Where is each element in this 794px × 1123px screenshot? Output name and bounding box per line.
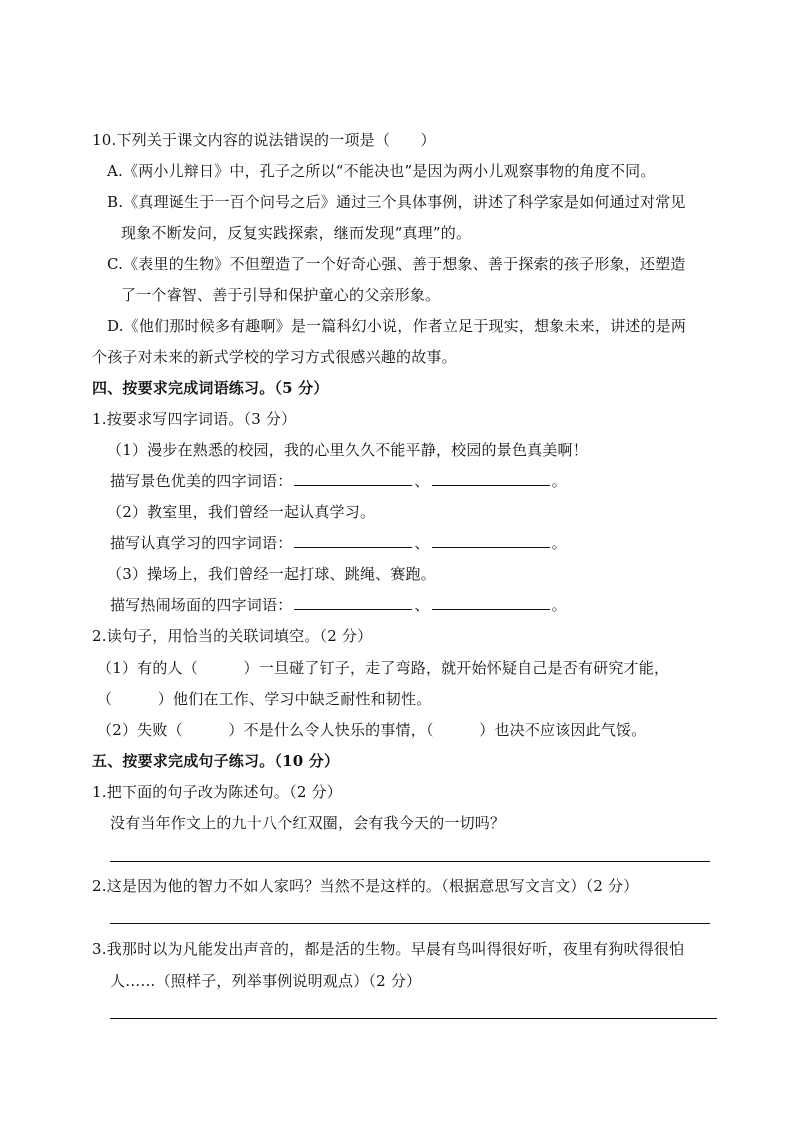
answer-prompt: 描写认真学习的四字词语： (110, 534, 293, 552)
s5-q2-answer-line[interactable] (110, 923, 710, 924)
s4-q1-part3: （3）操场上，我们曾经一起打球、跳绳、赛跑。 (107, 565, 436, 583)
q10-option-c-line1: C.《表里的生物》不但塑造了一个好奇心强、善于想象、善于探索的孩子形象，还塑造 (107, 255, 686, 273)
s4-q1-answer1 (110, 471, 567, 491)
period: 。 (551, 534, 567, 552)
s4-q1-part1: （1）漫步在熟悉的校园，我的心里久久不能平静，校园的景色真美啊！ (107, 441, 588, 459)
q10-option-b-line2: 现象不断发问，反复实践探索，继而发现“真理”的。 (121, 224, 472, 242)
s5-q1-answer-line[interactable] (110, 861, 710, 862)
q10-stem: 10.下列关于课文内容的说法错误的一项是（ ） (92, 131, 436, 149)
answer-prompt: 描写景色优美的四字词语： (110, 472, 293, 490)
s5-q3-answer-line[interactable] (110, 1018, 717, 1019)
s5-q2: 2.这是因为他的智力不如人家吗？当然不是这样的。（根据意思写文言文）（2 分） (92, 877, 639, 895)
s4-q1-part2: （2）教室里，我们曾经一起认真学习。 (107, 503, 376, 521)
separator: 、 (414, 596, 430, 614)
answer-prompt: 描写热闹场面的四字词语： (110, 596, 293, 614)
s4-q2-title: 2.读句子，用恰当的关联词填空。（2 分） (92, 627, 373, 645)
period: 。 (551, 596, 567, 614)
q10-option-b-line1: B.《真理诞生于一百个问号之后》通过三个具体事例，讲述了科学家是如何通过对常见 (107, 193, 686, 211)
s5-q1-sentence: 没有当年作文上的九十八个红双圈，会有我今天的一切吗？ (110, 814, 506, 832)
separator: 、 (414, 534, 430, 552)
answer-blank[interactable] (432, 533, 550, 548)
answer-blank[interactable] (294, 533, 412, 548)
s4-q2-sentence1-line1: （1）有的人（ ）一旦碰了钉子，走了弯路，就开始怀疑自己是否有研究才能， (97, 659, 670, 677)
s4-q1-title: 1.按要求写四字词语。（3 分） (92, 410, 297, 428)
separator: 、 (414, 472, 430, 490)
s5-q3-line1: 3.我那时以为凡能发出声音的，都是活的生物。早晨有鸟叫得很好听，夜里有狗吠得很怕 (92, 940, 685, 958)
answer-blank[interactable] (432, 595, 550, 610)
answer-blank[interactable] (432, 471, 550, 486)
s5-q1-title: 1.把下面的句子改为陈述句。（2 分） (92, 783, 342, 801)
section-5-heading: 五、按要求完成句子练习。（10 分） (92, 752, 340, 770)
q10-option-a: A.《两小儿辩日》中，孔子之所以“不能决也”是因为两小儿观察事物的角度不同。 (107, 162, 656, 180)
q10-option-c-line2: 了一个睿智、善于引导和保护童心的父亲形象。 (121, 286, 441, 304)
s4-q1-answer3 (110, 595, 567, 615)
s5-q3-line2: 人……（照样子，列举事例说明观点）（2 分） (110, 972, 422, 990)
period: 。 (551, 472, 567, 490)
q10-option-d-line1: D.《他们那时候多有趣啊》是一篇科幻小说，作者立足于现实，想象未来，讲述的是两 (107, 317, 687, 335)
answer-blank[interactable] (294, 471, 412, 486)
s4-q2-sentence2: （2）失败（ ）不是什么令人快乐的事情，（ ）也决不应该因此气馁。 (97, 721, 647, 739)
q10-option-d-line2: 个孩子对未来的新式学校的学习方式很感兴趣的故事。 (92, 348, 457, 366)
section-4-heading: 四、按要求完成词语练习。（5 分） (92, 379, 329, 397)
s4-q2-sentence1-line2: （ ）他们在工作、学习中缺乏耐性和韧性。 (97, 690, 432, 708)
answer-blank[interactable] (294, 595, 412, 610)
s4-q1-answer2 (110, 533, 567, 553)
